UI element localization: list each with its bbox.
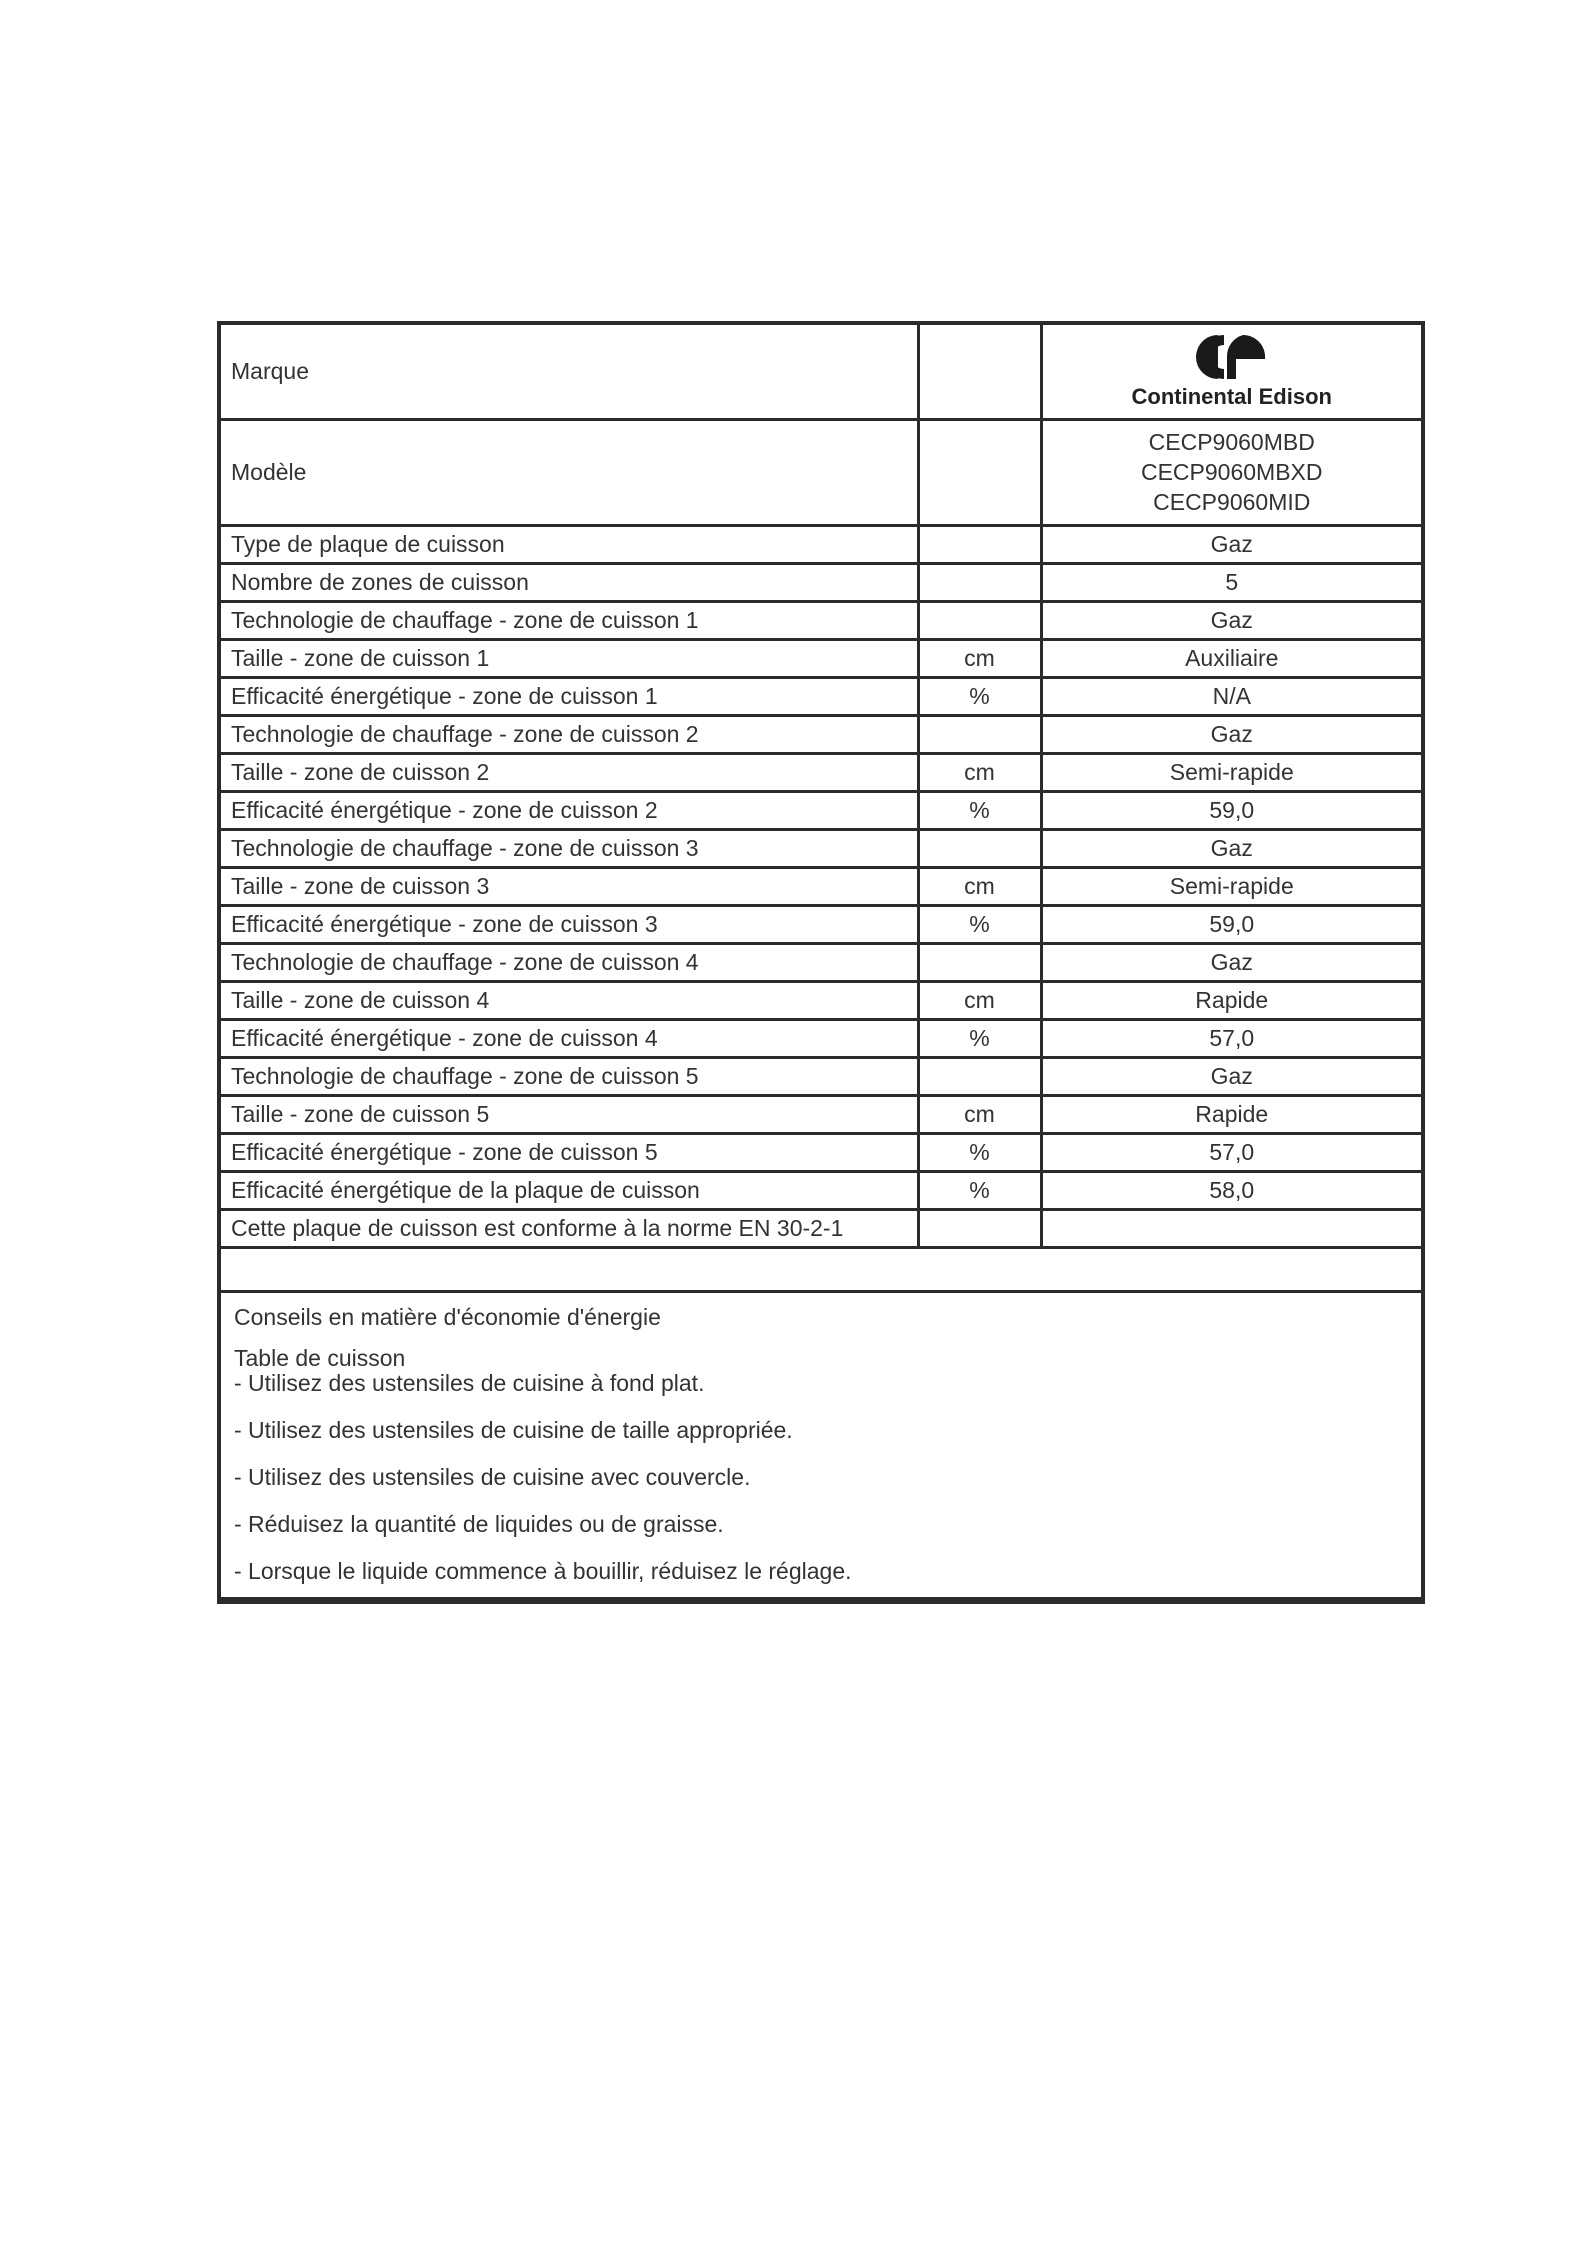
spec-unit — [918, 1209, 1041, 1247]
spec-value — [1041, 1209, 1421, 1247]
model-unit-cell — [918, 419, 1041, 525]
spec-row — [221, 525, 1421, 563]
brand-logo-cell — [1041, 325, 1421, 419]
model-value: CECP9060MBD — [1148, 429, 1315, 455]
model-list — [1053, 427, 1412, 517]
tip-item: - Utilisez des ustensiles de cuisine à fond plat. — [234, 1369, 705, 1396]
spec-table — [221, 325, 1421, 1600]
spec-row — [221, 1209, 1421, 1247]
spec-row — [221, 981, 1421, 1019]
spec-unit — [918, 601, 1041, 639]
tips-row — [221, 1291, 1421, 1598]
product-fiche — [217, 321, 1425, 1604]
continental-edison-logo-icon — [1196, 334, 1268, 380]
spec-table-body — [221, 325, 1421, 1598]
spec-value: N/A — [1041, 677, 1421, 715]
spec-row — [221, 1133, 1421, 1171]
spec-row — [221, 753, 1421, 791]
spec-value: 57,0 — [1041, 1133, 1421, 1171]
spec-unit: cm — [918, 639, 1041, 677]
empty-cell — [221, 1247, 1421, 1291]
spec-value: Gaz — [1041, 715, 1421, 753]
spec-row — [221, 639, 1421, 677]
spec-value: Semi-rapide — [1041, 753, 1421, 791]
tips-subtitle: Table de cuisson — [234, 1344, 406, 1371]
spec-row — [221, 1019, 1421, 1057]
spec-unit — [918, 1057, 1041, 1095]
spec-row — [221, 943, 1421, 981]
spec-unit — [918, 943, 1041, 981]
empty-row — [221, 1247, 1421, 1291]
model-value: CECP9060MBXD — [1140, 459, 1323, 485]
spec-value: Gaz — [1041, 1057, 1421, 1095]
spec-row — [221, 677, 1421, 715]
spec-unit: % — [918, 905, 1041, 943]
spec-label: Type de plaque de cuisson — [221, 525, 918, 563]
spec-unit: cm — [918, 867, 1041, 905]
spec-value: Rapide — [1041, 1095, 1421, 1133]
spec-label: Technologie de chauffage - zone de cuisson 3 — [221, 829, 918, 867]
spec-label: Cette plaque de cuisson est conforme à la norme EN 30-2-1 — [221, 1209, 918, 1247]
spec-row — [221, 829, 1421, 867]
spec-label: Efficacité énergétique - zone de cuisson 1 — [221, 677, 918, 715]
tip-item: - Utilisez des ustensiles de cuisine de taille appropriée. — [234, 1416, 793, 1443]
spec-value: Semi-rapide — [1041, 867, 1421, 905]
spec-value: Gaz — [1041, 829, 1421, 867]
spec-label: Taille - zone de cuisson 3 — [221, 867, 918, 905]
spec-unit: % — [918, 677, 1041, 715]
spec-label: Efficacité énergétique de la plaque de cuisson — [221, 1171, 918, 1209]
spec-label: Technologie de chauffage - zone de cuisson 5 — [221, 1057, 918, 1095]
spec-unit: cm — [918, 1095, 1041, 1133]
spec-unit — [918, 563, 1041, 601]
brand-logo — [1053, 334, 1412, 409]
spec-row — [221, 1057, 1421, 1095]
spec-label: Taille - zone de cuisson 2 — [221, 753, 918, 791]
tips-cell — [221, 1291, 1421, 1598]
spec-row — [221, 905, 1421, 943]
energy-saving-tips — [221, 1293, 1421, 1597]
spec-label: Nombre de zones de cuisson — [221, 563, 918, 601]
spec-label: Taille - zone de cuisson 4 — [221, 981, 918, 1019]
spec-unit — [918, 829, 1041, 867]
spec-unit: cm — [918, 753, 1041, 791]
spec-row — [221, 563, 1421, 601]
spec-value: 59,0 — [1041, 791, 1421, 829]
spec-value: Gaz — [1041, 943, 1421, 981]
spec-label: Taille - zone de cuisson 5 — [221, 1095, 918, 1133]
spec-value: 59,0 — [1041, 905, 1421, 943]
spec-value: Gaz — [1041, 525, 1421, 563]
spec-unit — [918, 715, 1041, 753]
brand-row — [221, 325, 1421, 419]
spec-label: Technologie de chauffage - zone de cuisson 2 — [221, 715, 918, 753]
spec-value: Rapide — [1041, 981, 1421, 1019]
spec-unit: % — [918, 791, 1041, 829]
spec-row — [221, 601, 1421, 639]
brand-label: Marque — [221, 325, 918, 419]
tips-title: Conseils en matière d'économie d'énergie — [234, 1303, 661, 1330]
model-value: CECP9060MID — [1153, 489, 1311, 515]
spec-unit: cm — [918, 981, 1041, 1019]
spec-value: 57,0 — [1041, 1019, 1421, 1057]
spec-label: Efficacité énergétique - zone de cuisson 3 — [221, 905, 918, 943]
spec-label: Taille - zone de cuisson 1 — [221, 639, 918, 677]
brand-logo-text: Continental Edison — [1131, 383, 1332, 409]
spec-label: Efficacité énergétique - zone de cuisson 2 — [221, 791, 918, 829]
spec-label: Efficacité énergétique - zone de cuisson 5 — [221, 1133, 918, 1171]
spec-unit: % — [918, 1171, 1041, 1209]
spec-row — [221, 791, 1421, 829]
tip-item: - Réduisez la quantité de liquides ou de graisse. — [234, 1510, 724, 1537]
spec-label: Efficacité énergétique - zone de cuisson 4 — [221, 1019, 918, 1057]
brand-unit-cell — [918, 325, 1041, 419]
tip-item: - Lorsque le liquide commence à bouillir, réduisez le réglage. — [234, 1557, 852, 1584]
spec-label: Technologie de chauffage - zone de cuisson 1 — [221, 601, 918, 639]
model-values-cell — [1041, 419, 1421, 525]
tips-list — [234, 1369, 1408, 1585]
spec-value: Auxiliaire — [1041, 639, 1421, 677]
spec-row — [221, 1095, 1421, 1133]
spec-row — [221, 1171, 1421, 1209]
spec-value: Gaz — [1041, 601, 1421, 639]
tip-item: - Utilisez des ustensiles de cuisine avec couvercle. — [234, 1463, 751, 1490]
spec-label: Technologie de chauffage - zone de cuisson 4 — [221, 943, 918, 981]
spec-unit: % — [918, 1133, 1041, 1171]
spec-value: 5 — [1041, 563, 1421, 601]
spec-value: 58,0 — [1041, 1171, 1421, 1209]
spec-row — [221, 867, 1421, 905]
model-row — [221, 419, 1421, 525]
model-label: Modèle — [221, 419, 918, 525]
spec-unit — [918, 525, 1041, 563]
spec-row — [221, 715, 1421, 753]
spec-unit: % — [918, 1019, 1041, 1057]
